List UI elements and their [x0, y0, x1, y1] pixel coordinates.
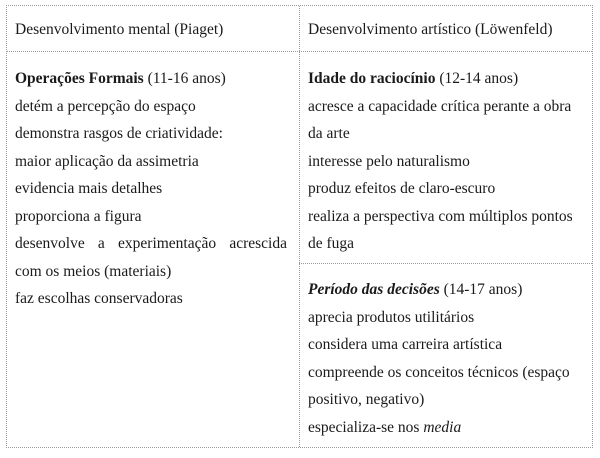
- section-title: Período das decisões: [308, 281, 440, 298]
- section-title: Operações Formais: [15, 70, 144, 87]
- section-title: Idade do raciocínio: [308, 70, 436, 87]
- list-item: considera uma carreira artística: [308, 336, 503, 353]
- list-item: proporciona a figura: [15, 207, 142, 225]
- list-item-prefix: especializa-se nos: [308, 418, 424, 436]
- list-item: positivo, negativo): [308, 391, 425, 408]
- piaget-column: [15, 65, 287, 313]
- section-title-periodo-decisoes: [308, 276, 586, 304]
- right-section-divider: [299, 263, 592, 264]
- section-range: (11-16 anos): [143, 70, 226, 87]
- section-range: (14-17 anos): [439, 281, 523, 298]
- list-item: produz efeitos de claro-escuro: [308, 180, 496, 197]
- list-item: realiza a perspectiva com múltiplos pontos: [308, 207, 573, 225]
- list-item: aprecia produtos utilitários: [308, 308, 475, 326]
- header-right: Desenvolvimento artístico (Löwenfeld): [308, 21, 553, 38]
- column-divider: [299, 6, 300, 447]
- list-item-last: [308, 414, 586, 442]
- comparison-table: [6, 5, 593, 448]
- list-item: interesse pelo naturalismo: [308, 152, 470, 170]
- list-item: com os meios (materiais): [15, 262, 172, 280]
- lowenfeld-decisoes: [308, 276, 586, 441]
- list-item: compreende os conceitos técnicos (espaço: [308, 363, 570, 381]
- list-item: maior aplicação da assimetria: [15, 152, 199, 170]
- list-item: demonstra rasgos de criatividade:: [15, 125, 223, 142]
- header-divider: [7, 51, 592, 52]
- lowenfeld-raciocinio: [308, 65, 586, 258]
- section-range: (12-14 anos): [435, 70, 519, 87]
- list-item: detém a percepção do espaço: [15, 97, 196, 115]
- list-item-emphasis: media: [423, 418, 462, 436]
- header-left: Desenvolvimento mental (Piaget): [15, 21, 224, 38]
- list-item: desenvolve a experimentação acrescida: [15, 235, 287, 252]
- list-item: evidencia mais detalhes: [15, 180, 163, 197]
- list-item: acresce a capacidade crítica perante a obra: [308, 97, 572, 115]
- section-title-operacoes-formais: [15, 65, 287, 93]
- list-item: faz escolhas conservadoras: [15, 290, 183, 307]
- list-item: de fuga: [308, 235, 355, 252]
- section-title-idade-raciocinio: [308, 65, 586, 93]
- list-item: da arte: [308, 125, 350, 142]
